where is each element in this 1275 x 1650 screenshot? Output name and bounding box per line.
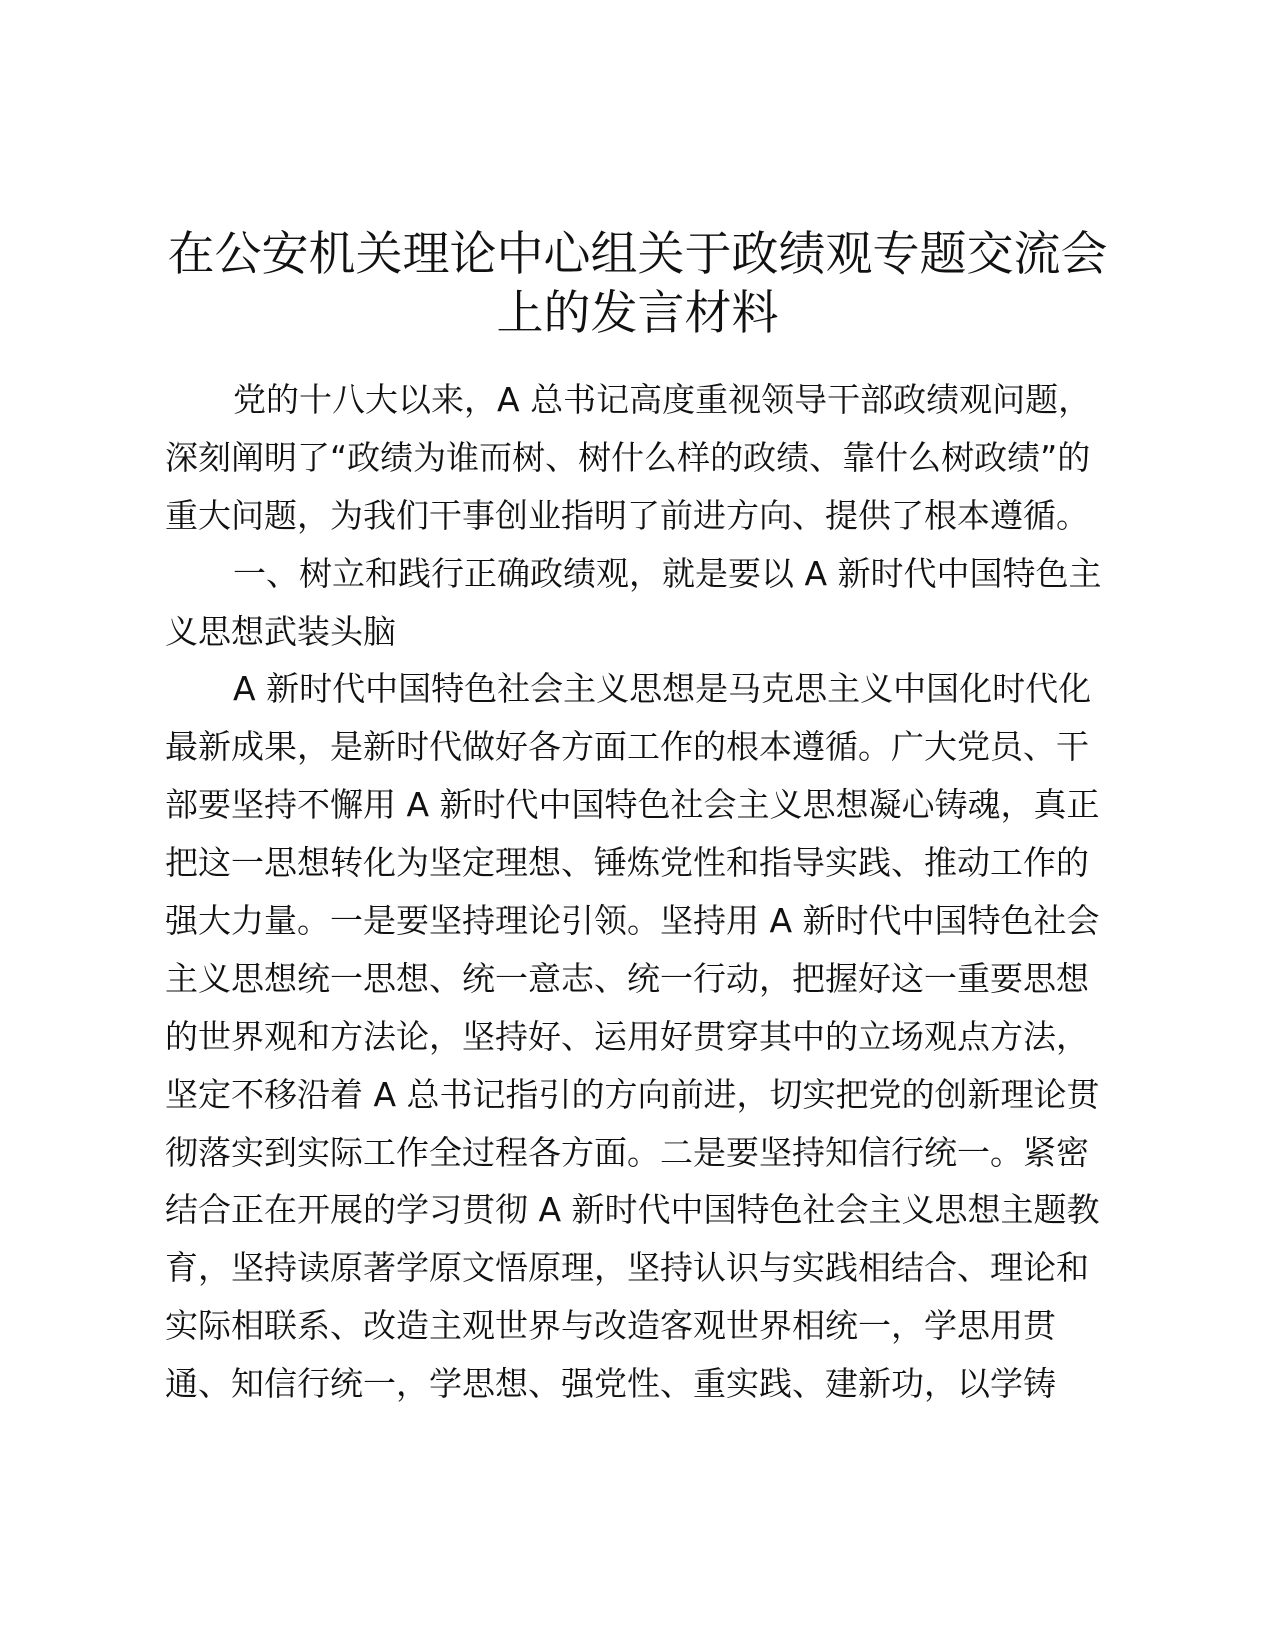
paragraph-line: 重大问题，为我们干事创业指明了前进方向、提供了根本遵循。 <box>165 495 1089 535</box>
section-heading-line: 义思想武装头脑 <box>165 611 396 651</box>
paragraph-line: 部要坚持不懈用 A 新时代中国特色社会主义思想凝心铸魂，真正 <box>165 785 1100 825</box>
paragraph-line: A 新时代中国特色社会主义思想是马克思主义中国化时代化 <box>233 669 1092 709</box>
paragraph-line: 育，坚持读原著学原文悟原理，坚持认识与实践相结合、理论和 <box>165 1248 1089 1288</box>
document-title <box>160 225 1115 343</box>
title-line-2: 上的发言材料 <box>496 286 779 341</box>
title-line-1: 在公安机关理论中心组关于政绩观专题交流会 <box>167 227 1108 282</box>
paragraph-line: 彻落实到实际工作全过程各方面。二是要坚持知信行统一。紧密 <box>165 1132 1089 1172</box>
paragraph-line: 实际相联系、改造主观世界与改造客观世界相统一，学思用贯 <box>165 1306 1056 1346</box>
paragraph-line: 强大力量。一是要坚持理论引领。坚持用 A 新时代中国特色社会 <box>165 901 1100 941</box>
paragraph-line: 最新成果，是新时代做好各方面工作的根本遵循。广大党员、干 <box>165 727 1089 767</box>
paragraph-line: 通、知信行统一，学思想、强党性、重实践、建新功，以学铸 <box>165 1364 1056 1404</box>
paragraph-line: 党的十八大以来，A 总书记高度重视领导干部政绩观问题， <box>233 380 1092 419</box>
paragraph-line: 结合正在开展的学习贯彻 A 新时代中国特色社会主义思想主题教 <box>165 1190 1100 1230</box>
paragraph-line: 的世界观和方法论，坚持好、运用好贯穿其中的立场观点方法， <box>165 1016 1089 1056</box>
paragraph-line: 把这一思想转化为坚定理想、锤炼党性和指导实践、推动工作的 <box>165 843 1089 883</box>
section-heading-line: 一、树立和践行正确政绩观，就是要以 A 新时代中国特色主 <box>233 553 1102 593</box>
paragraph-line: 主义思想统一思想、统一意志、统一行动，把握好这一重要思想 <box>165 958 1089 998</box>
document-body <box>165 371 1110 1413</box>
paragraph-line: 深刻阐明了“政绩为谁而树、树什么样的政绩、靠什么树政绩”的 <box>165 437 1091 477</box>
paragraph-line: 坚定不移沿着 A 总书记指引的方向前进，切实把党的创新理论贯 <box>165 1074 1100 1114</box>
